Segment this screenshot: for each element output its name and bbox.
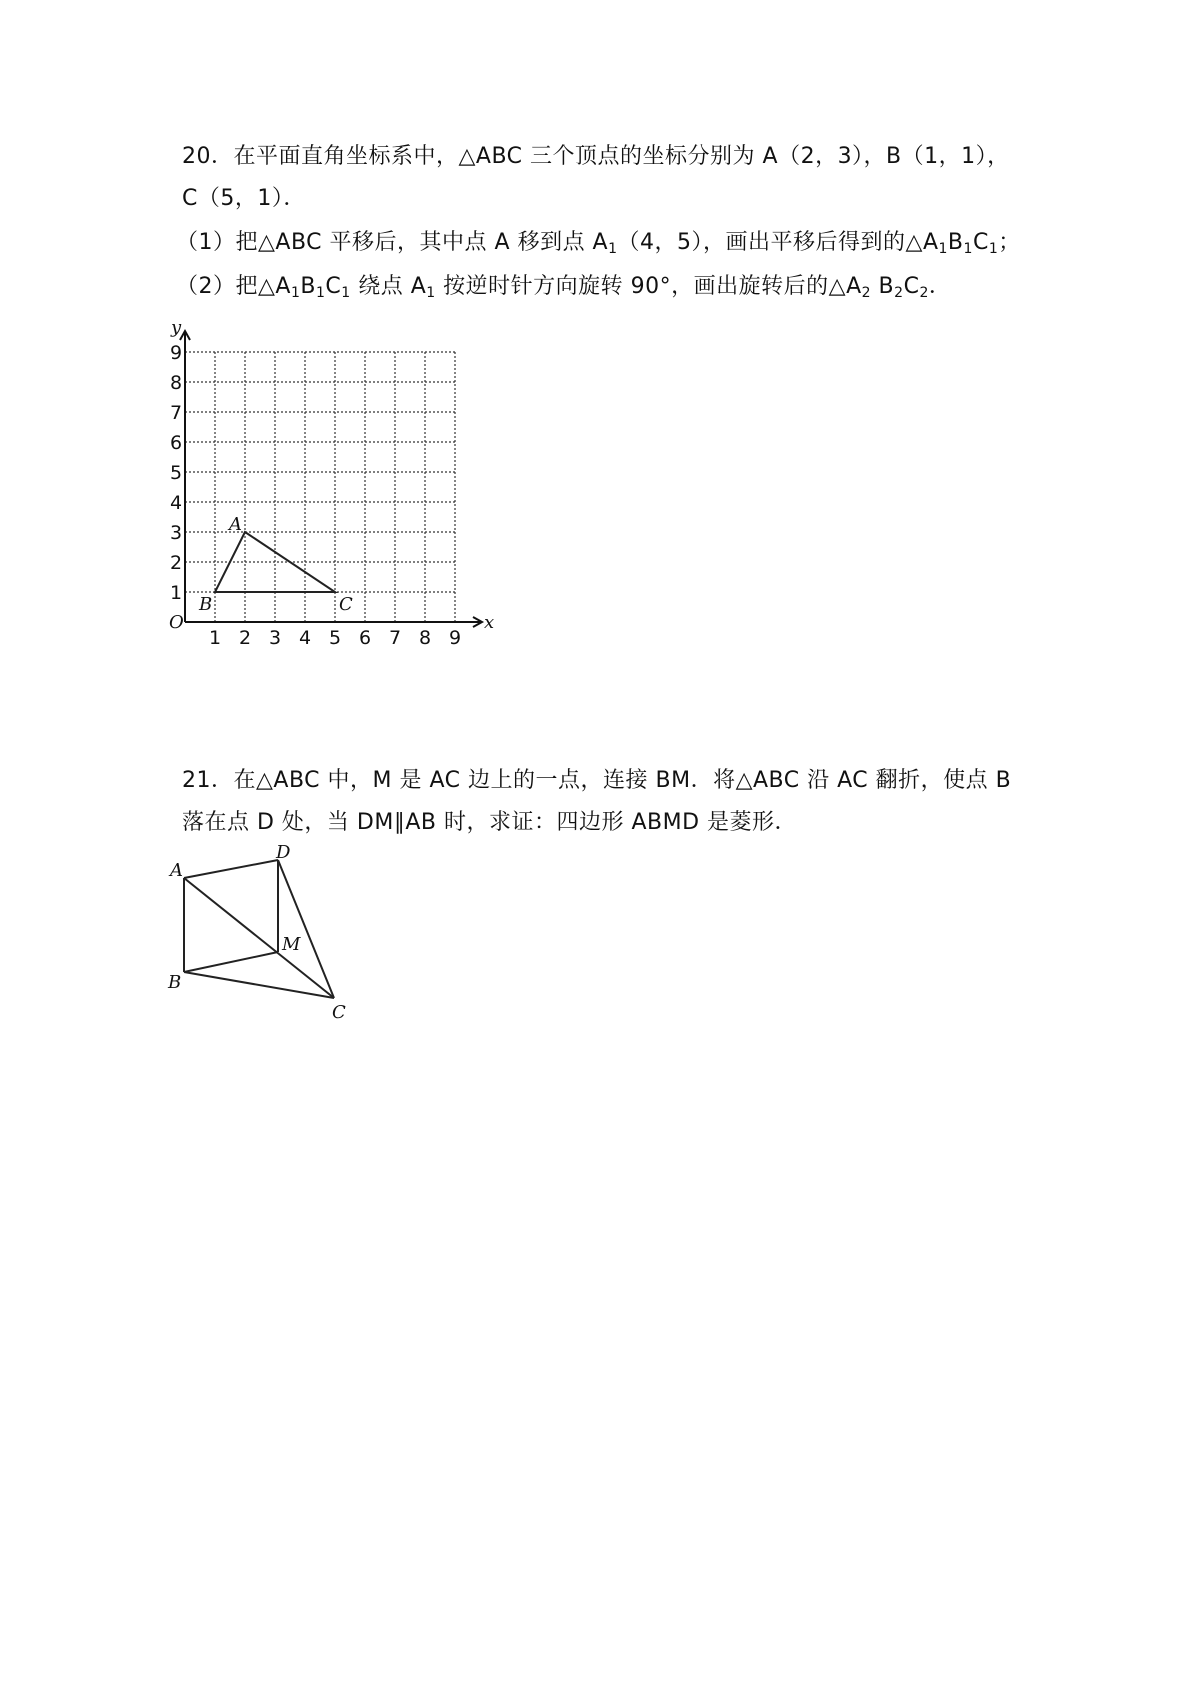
x-tick-labels xyxy=(209,627,461,649)
rhombus-label-a: A xyxy=(170,860,183,881)
y-tick-label: 2 xyxy=(170,552,183,574)
x-tick-label: 5 xyxy=(329,627,342,649)
y-tick-label: 4 xyxy=(170,492,183,514)
coordinate-grid-figure xyxy=(169,317,530,700)
segment-bc xyxy=(184,972,334,998)
q21-line2: 落在点 D 处，当 DM∥AB 时，求证：四边形 ABMD 是菱形． xyxy=(182,810,798,835)
x-tick-label: 6 xyxy=(359,627,372,649)
rhombus-figure xyxy=(160,842,390,1030)
x-tick-label: 4 xyxy=(299,627,312,649)
y-tick-label: 5 xyxy=(170,462,183,484)
y-tick-labels xyxy=(170,342,182,604)
y-tick-label: 9 xyxy=(170,342,183,364)
x-tick-label: 7 xyxy=(389,627,402,649)
segment-dc xyxy=(278,860,334,998)
y-axis-label: y xyxy=(171,317,182,338)
x-tick-label: 1 xyxy=(209,627,222,649)
rhombus-label-d: D xyxy=(276,842,291,863)
x-tick-label: 2 xyxy=(239,627,252,649)
segment-bm xyxy=(184,952,278,972)
y-tick-label: 7 xyxy=(170,402,183,424)
y-tick-label: 3 xyxy=(170,522,183,544)
origin-label: O xyxy=(169,612,184,633)
segment-ac xyxy=(184,878,334,998)
rhombus-label-m: M xyxy=(282,934,301,955)
y-tick-label: 6 xyxy=(170,432,183,454)
q20-part2: （2）把$\triangle A_1B_1C_1$ 绕点 $A_1$ 按逆时针方向旋转 90°，画出旋转后的$\triangle A_2$ $B_2C_2$． xyxy=(176,274,952,301)
rhombus-label-b: B xyxy=(168,972,182,993)
x-tick-label: 9 xyxy=(449,627,462,649)
q21-line1: 21．在△ABC 中，M 是 AC 边上的一点，连接 BM．将△ABC 沿 AC 翻折，使点 B xyxy=(182,768,1012,793)
x-axis-label: x xyxy=(484,612,495,633)
rhombus-label-c: C xyxy=(332,1002,346,1023)
q20-line1: 20．在平面直角坐标系中，△ABC 三个顶点的坐标分别为 A（2，3），B（1，1）， xyxy=(182,144,1010,169)
q20-line2: C（5，1）． xyxy=(182,186,306,211)
x-tick-label: 8 xyxy=(419,627,432,649)
point-label-b: B xyxy=(199,594,213,615)
y-tick-label: 1 xyxy=(170,582,183,604)
q20-part1: （1）把△ABC 平移后，其中点 A 移到点 $A_1(4$，5），画出平移后得到的$\triangle A_1B_1C_1$； xyxy=(176,230,1021,257)
point-label-a: A xyxy=(229,514,242,535)
segment-ad xyxy=(184,860,278,878)
x-tick-label: 3 xyxy=(269,627,282,649)
y-tick-label: 8 xyxy=(170,372,183,394)
point-label-c: C xyxy=(339,594,353,615)
